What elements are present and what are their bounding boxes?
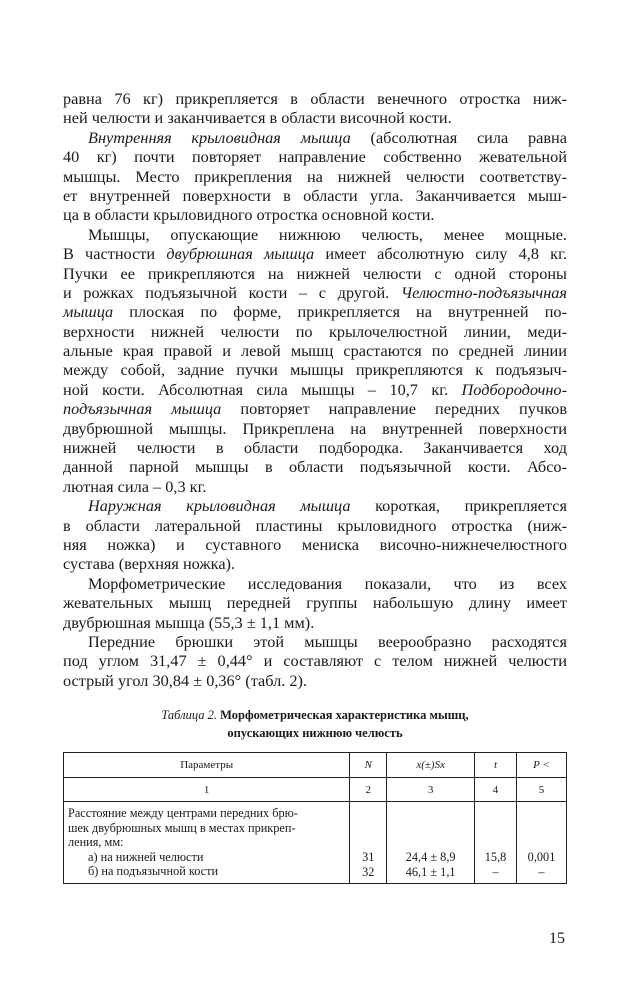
caption-title-2: опускающих нижнюю челюсть	[227, 726, 403, 740]
italic-term: Подбородочно-	[461, 379, 567, 399]
header-n	[350, 753, 387, 778]
text-segment: равна 76 кг) прикрепляется в области венечного отростка ниж-	[63, 89, 567, 108]
n-value: 32	[362, 864, 375, 879]
param-line: шек двубрюшных мышц в местах прикреп-	[68, 820, 296, 835]
t-cell	[475, 802, 517, 884]
col-num: 5	[517, 778, 567, 802]
header-p-text: P <	[533, 759, 550, 771]
text-segment: (абсолютная сила равна	[350, 127, 567, 147]
n-cell	[350, 802, 387, 884]
col-num: 2	[350, 778, 387, 802]
text-line	[63, 128, 567, 147]
text-segment: мышцы. Место прикрепления на нижней челюсти соответству-	[63, 166, 567, 186]
text-line	[63, 632, 567, 651]
text-line	[63, 186, 567, 205]
text-line	[63, 574, 567, 593]
sub-label: б) на подъязычной кости	[88, 864, 219, 879]
text-line	[63, 496, 567, 515]
header-x	[387, 753, 475, 778]
text-segment: острый угол 30,84 ± 0,36° (табл. 2).	[63, 670, 308, 690]
text-segment: ца в области крыловидного отростка основной кости.	[63, 205, 435, 225]
italic-term: Наружная крыловидная мышца	[88, 496, 351, 516]
text-segment: Мышцы, опускающие нижнюю челюсть, менее мощные.	[88, 224, 567, 244]
p-value: –	[538, 864, 545, 879]
text-segment: 40 кг) почти повторяет направление собственно жевательной	[63, 147, 567, 167]
text-segment: короткая, прикрепляется	[350, 496, 567, 516]
text-line	[63, 360, 567, 379]
text-line	[63, 457, 567, 476]
text-line	[63, 438, 567, 457]
col-num: 1	[64, 778, 350, 802]
text-line	[63, 167, 567, 186]
text-segment: няя ножка) и суставного мениска височно-нижнечелюстного	[63, 534, 567, 554]
text-segment: ней челюсти и заканчивается в области височной кости.	[63, 108, 452, 128]
text-line	[63, 283, 567, 302]
column-number-row	[64, 778, 567, 802]
text-line	[63, 322, 567, 341]
col-num: 4	[475, 778, 517, 802]
body-text	[63, 89, 567, 690]
text-segment: данной парной мышцы в области подъязычной кости. Абсо-	[63, 457, 567, 477]
text-line	[63, 380, 567, 399]
text-segment: Морфометрические исследования показали, что из всех	[88, 573, 567, 593]
p-value: 0,001	[527, 850, 556, 864]
italic-term: двубрюшная мышца	[166, 244, 315, 264]
text-segment: альные края правой и левой мышц срастаются по средней линии	[63, 341, 567, 361]
caption-label: Таблица 2.	[161, 708, 217, 722]
header-params: Параметры	[64, 753, 350, 778]
text-segment: повторяет направление передних пучков	[221, 399, 568, 419]
text-segment: и рожках подъязычной кости – с другой.	[63, 282, 401, 302]
text-line	[63, 651, 567, 670]
header-t-text: t	[494, 759, 498, 771]
text-line	[63, 205, 567, 224]
n-value: 31	[362, 850, 375, 864]
text-line	[63, 302, 567, 321]
text-segment: в области латеральной пластины крыловидного отростка (ниж-	[63, 515, 567, 535]
text-segment: верхности нижней челюсти по крылочелюстной линии, меди-	[63, 321, 567, 341]
text-line	[63, 341, 567, 360]
text-line	[63, 593, 567, 612]
param-cell	[64, 802, 350, 884]
text-line	[63, 554, 567, 573]
text-segment: нижней челюсти в области подбородка. Заканчивается ход	[63, 438, 567, 458]
text-line	[63, 108, 567, 127]
text-segment: сустава (верхняя ножка).	[63, 554, 236, 574]
t-value: 15,8	[484, 850, 507, 864]
text-line	[63, 89, 567, 108]
text-segment: Пучки ее прикрепляются на нижней челюсти с одной стороны	[63, 263, 567, 283]
text-line	[63, 225, 567, 244]
text-segment: между собой, задние пучки мышцы прикрепляются к подъязыч-	[63, 360, 567, 380]
caption-title-1: Морфометрическая характеристика мышц,	[220, 708, 469, 722]
text-segment: имеет абсолютную силу 4,8 кг.	[314, 244, 567, 264]
header-p	[517, 753, 567, 778]
table-caption	[63, 706, 567, 742]
page-number: 15	[549, 930, 565, 947]
param-line: Расстояние между центрами передних брю-	[68, 806, 298, 820]
text-segment: В частности	[63, 244, 167, 264]
text-line	[63, 244, 567, 263]
text-line	[63, 516, 567, 535]
text-line	[63, 264, 567, 283]
italic-term: Внутренняя крыловидная мышца	[88, 127, 351, 147]
text-line	[63, 419, 567, 438]
sub-label: а) на нижней челюсти	[88, 849, 204, 864]
text-segment: плоская по форме, прикрепляется на внутренней по-	[113, 302, 567, 322]
text-segment: Передние брюшки этой мышцы веерообразно расходятся	[88, 631, 567, 651]
italic-term: подъязычная мышца	[63, 399, 222, 419]
header-n-text: N	[364, 759, 372, 771]
x-value: 46,1 ± 1,1	[405, 864, 456, 879]
text-line	[63, 671, 567, 690]
italic-term: мышца	[63, 302, 114, 322]
text-segment: двубрюшная мышца (55,3 ± 1,1 мм).	[63, 612, 315, 632]
text-segment: двубрюшной мышцы. Прикреплена на внутренней поверхности	[63, 418, 567, 438]
text-line	[63, 613, 567, 632]
text-segment: лютная сила – 0,3 кг.	[63, 476, 207, 496]
text-segment: жевательных мышц передней группы набольшую длину имеет	[63, 593, 567, 613]
morphometry-table	[63, 752, 567, 884]
text-line	[63, 535, 567, 554]
text-line	[63, 147, 567, 166]
text-segment: ет внутренней поверхности в области угла. Заканчивается мыш-	[63, 185, 567, 205]
header-t	[475, 753, 517, 778]
header-x-text: x(±)Sx	[416, 759, 445, 771]
table-row	[64, 802, 567, 884]
text-segment: под углом 31,47 ± 0,44° и составляют с телом нижней челюсти	[63, 651, 567, 671]
text-segment: ной кости. Абсолютная сила мышцы – 10,7 кг.	[63, 379, 462, 399]
header-row	[64, 753, 567, 778]
x-value: 24,4 ± 8,9	[405, 850, 456, 864]
param-line: ления, мм:	[68, 835, 124, 850]
t-value: –	[492, 864, 499, 879]
italic-term: Челюстно-подъязычная	[400, 282, 567, 302]
x-cell	[387, 802, 475, 884]
col-num: 3	[387, 778, 475, 802]
p-cell	[517, 802, 567, 884]
text-line	[63, 477, 567, 496]
text-line	[63, 399, 567, 418]
